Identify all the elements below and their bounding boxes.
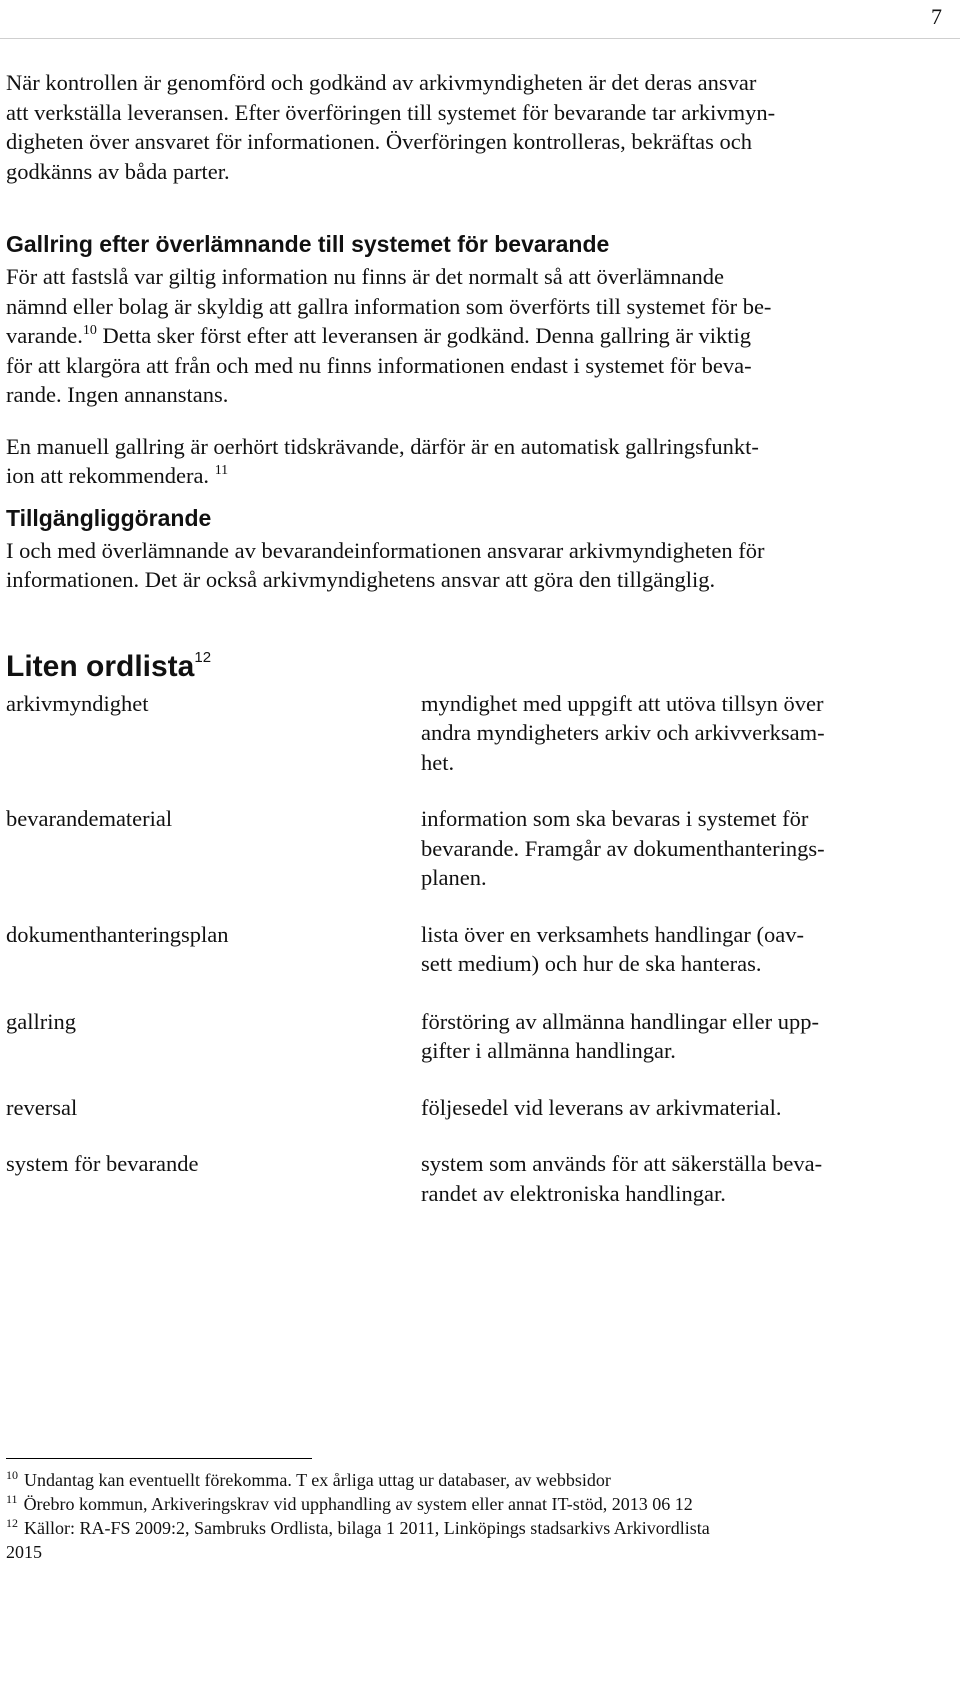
footnote-number: 10 (6, 1468, 18, 1482)
glossary-term: dokumenthanteringsplan (6, 921, 229, 947)
definition-line: planen. (421, 865, 487, 890)
intro-line: godkänns av båda parter. (6, 158, 230, 184)
tillganglig-line: I och med överlämnande av bevarandeinformationen ansvarar arkivmyndigheten för (6, 537, 765, 563)
footnote-text: Undantag kan eventuellt förekomma. T ex årliga uttag ur databaser, av webbsidor (24, 1470, 611, 1490)
gallring-heading: Gallring efter överlämnande till systemet för bevarande (6, 231, 610, 257)
manual-gallring-paragraph (6, 432, 954, 491)
definition-line: följesedel vid leverans av arkivmaterial. (421, 1094, 782, 1120)
footnote-11 (6, 1492, 954, 1516)
gallring-line: nämnd eller bolag är skyldig att gallra information som överförts till systemet för be- (6, 293, 772, 319)
footnote-number: 12 (6, 1516, 18, 1530)
intro-paragraph (6, 68, 954, 186)
glossary-entry (6, 1093, 954, 1123)
definition-line: myndighet med uppgift att utöva tillsyn över (421, 690, 824, 716)
footnote-text: Källor: RA-FS 2009:2, Sambruks Ordlista, bilaga 1 2011, Linköpings stadsarkivs Arkivordlista (24, 1518, 710, 1538)
gallring-line: rande. Ingen annanstans. (6, 382, 229, 407)
glossary-term: arkivmyndighet (6, 690, 149, 716)
glossary-definition (421, 689, 871, 778)
glossary-term: bevarandematerial (6, 806, 173, 831)
footnotes (6, 1468, 954, 1564)
glossary-entry (6, 920, 954, 979)
glossary-definition (421, 920, 871, 979)
footnote-10 (6, 1468, 954, 1492)
footnote-ref-10: 10 (82, 323, 97, 338)
glossary-entry (6, 1007, 954, 1066)
gallring-paragraph (6, 262, 954, 410)
glossary-term: reversal (6, 1094, 78, 1120)
glossary-heading (6, 649, 954, 685)
gallring-line-end: Detta sker först efter att leveransen är godkänd. Denna gallring är viktig (96, 323, 751, 348)
definition-line: andra myndigheters arkiv och arkivverksam- (421, 720, 825, 745)
definition-line: randet av elektroniska handlingar. (421, 1180, 726, 1206)
intro-line: digheten över ansvaret för informationen. Överföringen kontrolleras, bekräftas och (6, 129, 752, 154)
glossary-definition (421, 804, 871, 893)
footnote-rule (6, 1458, 312, 1459)
glossary-term: gallring (6, 1008, 76, 1034)
page-content (6, 68, 954, 1208)
footnote-ref-12: 12 (194, 648, 212, 666)
header-rule (0, 38, 960, 39)
tillganglig-paragraph (6, 536, 954, 595)
footnote-ref-11: 11 (214, 463, 229, 478)
glossary-definition (421, 1149, 871, 1208)
gallring-line (6, 321, 954, 351)
definition-line: system som används för att säkerställa beva- (421, 1151, 823, 1176)
definition-line: sett medium) och hur de ska hanteras. (421, 951, 762, 976)
intro-line: När kontrollen är genomförd och godkänd av arkivmyndigheten är det deras ansvar (6, 70, 757, 95)
tillganglig-line: informationen. Det är också arkivmyndighetens ansvar att göra den tillgänglig. (6, 567, 716, 592)
footnote-number: 11 (6, 1492, 18, 1506)
manual-gallring-line (6, 461, 954, 491)
definition-line: förstöring av allmänna handlingar eller upp- (421, 1008, 819, 1034)
glossary-term: system för bevarande (6, 1151, 199, 1176)
glossary-entry (6, 689, 954, 778)
footnote-text: Örebro kommun, Arkiveringskrav vid upphandling av system eller annat IT-stöd, 2013 06 12 (23, 1494, 693, 1514)
gallring-line-start: varande. (6, 323, 83, 348)
definition-line: gifter i allmänna handlingar. (421, 1038, 676, 1063)
glossary-entry (6, 1149, 954, 1208)
tillganglig-heading: Tillgängliggörande (6, 504, 212, 531)
definition-line: het. (421, 749, 455, 775)
definition-line: lista över en verksamhets handlingar (oav- (421, 921, 804, 947)
manual-gallring-text: ion att rekommendera. (6, 463, 210, 488)
glossary-definition (421, 1093, 871, 1123)
manual-gallring-line: En manuell gallring är oerhört tidskrävande, därför är en automatisk gallringsfunkt- (6, 433, 759, 459)
glossary-heading-text: Liten ordlista (6, 649, 195, 683)
definition-line: information som ska bevaras i systemet för (421, 806, 809, 831)
glossary-definition (421, 1007, 871, 1066)
page-number: 7 (931, 4, 942, 29)
definition-line: bevarande. Framgår av dokumenthanterings- (421, 835, 825, 861)
intro-line: att verkställa leveransen. Efter överföringen till systemet för bevarande tar arkivmyn- (6, 99, 776, 125)
gallring-line: för att klargöra att från och med nu finns informationen endast i systemet för beva- (6, 352, 752, 378)
footnote-text-continued: 2015 (6, 1542, 42, 1562)
glossary-entry (6, 804, 954, 893)
gallring-line: För att fastslå var giltig information nu finns är det normalt så att överlämnande (6, 264, 724, 289)
footnote-12 (6, 1516, 954, 1564)
